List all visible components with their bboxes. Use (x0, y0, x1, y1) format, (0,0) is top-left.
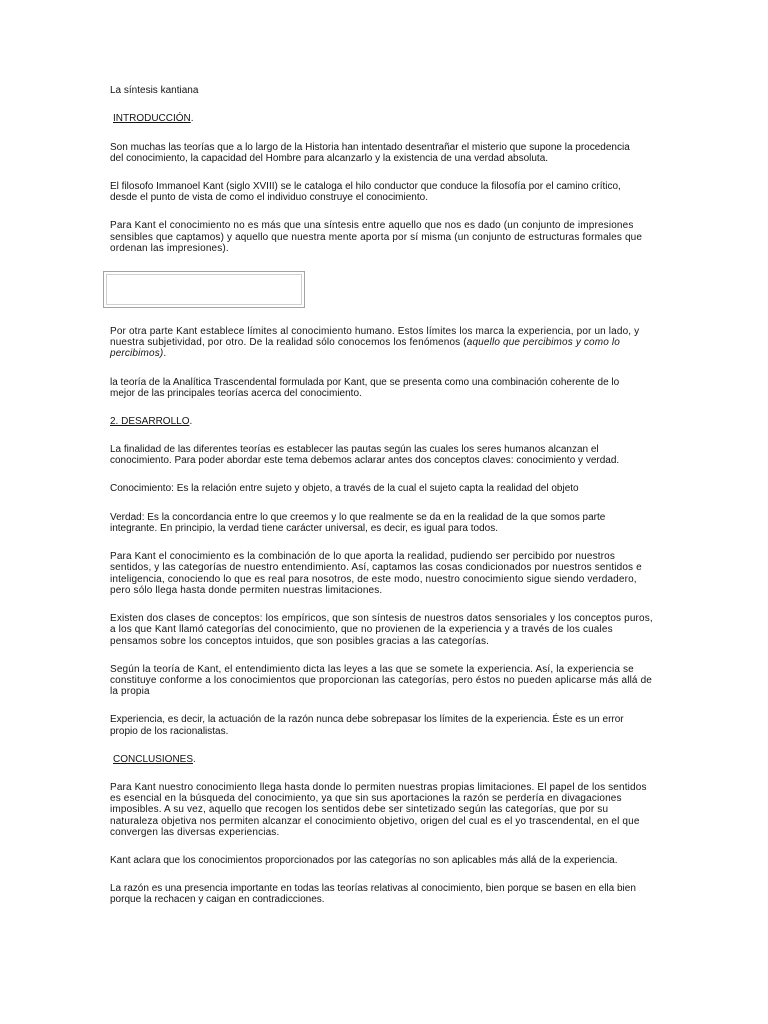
paragraph (110, 855, 750, 866)
document-page (110, 85, 750, 922)
paragraph (110, 782, 750, 838)
text-line (113, 113, 750, 124)
document-title-text: La síntesis kantiana (110, 85, 199, 97)
paragraph (110, 664, 750, 698)
text-line (110, 337, 750, 348)
paragraph (110, 377, 750, 400)
text-line: La finalidad de las diferentes teorías es establecer las pautas según las cuales los seres humanos alcanzan el (110, 444, 599, 456)
text-line: desde el punto de vista de como el individuo construye el conocimiento. (110, 192, 428, 204)
text-line: Existen dos clases de conceptos: los empíricos, que son síntesis de nuestros datos sensoriales y los conceptos puros, (110, 612, 653, 624)
section-heading-desarrollo (110, 416, 750, 427)
section-heading-introduccion (110, 113, 750, 124)
text-line: Experiencia, es decir, la actuación de la razón nunca debe sobrepasar los límites de la experiencia. Éste es un error (110, 714, 624, 726)
text-line: la teoría de la Analítica Trascendental formulada por Kant, que se presenta como una combinación coherente de lo (110, 376, 620, 388)
text-line: mejor de las principales teorías acerca del conocimiento. (110, 387, 362, 399)
text-line: del conocimiento, la capacidad del Hombre para alcanzarlo y la existencia de una verdad absoluta. (110, 152, 549, 164)
text-line: integrante. En principio, la verdad tiene carácter universal, es decir, es igual para todos. (110, 522, 498, 534)
text-line: constituye conforme a los conocimientos que proporcionan las categorías, pero éstos no pueden aplicarse más allá de (110, 674, 653, 686)
section-heading-text: CONCLUSIONES (113, 753, 194, 765)
text-line: ordenan las impresiones). (110, 242, 229, 254)
text-run: . (163, 348, 167, 360)
text-line: convergen las diversas experiencias. (110, 826, 280, 838)
text-line: imposibles. A su vez, aquello que recogen los sentidos debe ser sintetizado según las categorías, que por su (110, 804, 609, 816)
text-line: Por otra parte Kant establece límites al conocimiento humano. Estos límites los marca la experiencia, por un lado, y (110, 325, 640, 337)
text-line: es esencial en la búsqueda del conocimiento, ya que sin sus aportaciones la razón se perdería en divagaciones (110, 793, 622, 805)
section-heading-suffix: . (193, 753, 196, 765)
section-heading-suffix: . (189, 415, 193, 427)
text-line: Verdad: Es la concordancia entre lo que creemos y lo que realmente se da en la realidad de la que somos parte (110, 511, 606, 523)
paragraph (110, 613, 750, 647)
text-line: inteligencia, conociendo lo que es real para nosotros, de este modo, nuestro conocimiento sigue siendo verdadero, (110, 573, 637, 585)
paragraph (110, 483, 750, 494)
text-run: nuestra subjetividad, por otro. De la realidad sólo conocemos los fenómenos ( (110, 337, 467, 349)
text-line: la propia (110, 686, 150, 698)
text-line: naturaleza objetiva nos permiten alcanzar el conocimiento objetivo, origen del cual es el yo trascendental, en el que (110, 815, 640, 827)
text-line: Según la teoría de Kant, el entendimiento dicta las leyes a las que se somete la experiencia. Así, la experiencia se (110, 663, 634, 675)
text-line: Conocimiento: Es la relación entre sujeto y objeto, a través de la cual el sujeto capta la realidad del objeto (110, 483, 579, 495)
text-line: pensamos sobre los conceptos intuidos, que son posibles gracias a las categorías. (110, 635, 490, 647)
text-line: sentidos, y las categorías de nuestro entendimiento. Así, captamos las cosas condicionados por nuestros sentidos e (110, 562, 642, 574)
paragraph (110, 551, 750, 596)
text-line: Para Kant nuestro conocimiento llega hasta donde lo permiten nuestras propias limitaciones. El papel de los sentidos (110, 781, 647, 793)
italic-text-run: aquello que percibimos y como lo (466, 337, 620, 349)
section-heading-conclusiones (110, 754, 750, 765)
text-line (110, 416, 750, 427)
text-line (110, 348, 750, 359)
section-heading-suffix: . (190, 113, 194, 125)
text-line: Son muchas las teorías que a lo largo de la Historia han intentado desentrañar el misterio que supone la procedencia (110, 141, 630, 153)
text-line: propio de los racionalistas. (110, 725, 229, 737)
document-title (110, 85, 750, 96)
paragraph (110, 326, 750, 360)
section-heading-text: 2. DESARROLLO (110, 415, 190, 427)
text-line: Kant aclara que los conocimientos proporcionados por las categorías no son aplicables más allá de la experiencia. (110, 855, 618, 867)
paragraph (110, 181, 750, 204)
text-line: Para Kant el conocimiento es la combinación de lo que aporta la realidad, pudiendo ser percibido por nuestros (110, 550, 615, 562)
paragraph (110, 142, 750, 165)
section-heading-text: INTRODUCCIÓN (113, 113, 191, 125)
italic-text-run: percibimos) (110, 348, 164, 360)
text-line: Para Kant el conocimiento no es más que una síntesis entre aquello que nos es dado (un conjunto de impresiones (110, 220, 634, 232)
paragraph (110, 512, 750, 535)
text-line: conocimiento. Para poder abordar este tema debemos aclarar antes dos conceptos claves: conocimiento y verdad. (110, 455, 620, 467)
text-line: La razón es una presencia importante en todas las teorías relativas al conocimiento, bien porque se basen en ella bien (110, 883, 636, 895)
paragraph (110, 883, 750, 906)
text-line: sensibles que captamos) y aquello que nuestra mente aporta por sí misma (un conjunto de estructuras formales que (110, 231, 643, 243)
text-line: El filosofo Immanoel Kant (siglo XVIII) se le cataloga el hilo conductor que conduce la filosofía por el camino crítico, (110, 180, 621, 192)
text-line: a los que Kant llamó categorías del conocimiento, que no provienen de la experiencia y a través de los cuales (110, 624, 613, 636)
paragraph (110, 220, 750, 254)
paragraph (110, 714, 750, 737)
text-line: porque la rechacen y caigan en contradicciones. (110, 894, 325, 906)
text-line: pero sólo llega hasta donde permiten nuestras limitaciones. (110, 584, 383, 596)
image-placeholder-frame (103, 271, 305, 308)
paragraph (110, 444, 750, 467)
text-line (113, 754, 750, 765)
